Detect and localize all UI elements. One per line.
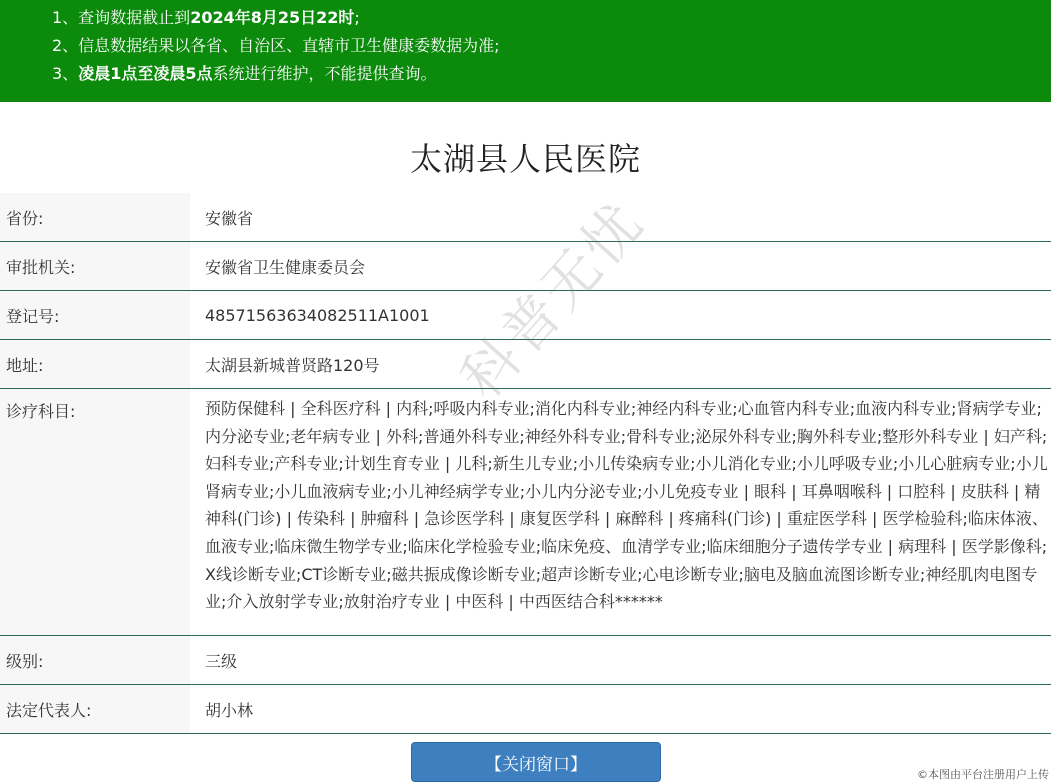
departments-text: 预防保健科 | 全科医疗科 | 内科;呼吸内科专业;消化内科专业;神经内科专业;心血管内科专业;血液内科专业;肾病学专业;内分泌专业;老年病专业 | 外科;普通外科专业;神经外科专业;骨科专业;泌尿外科专业;胸外科专业;整形外科专业 | 妇产科;妇科专业;产科专业;计划生育专业 | 儿科;新生儿专业;小儿传染病专业;小儿消化专业;小儿呼吸专业;小儿心脏病专业;小儿肾病专业;小儿血液病专业;小儿神经病学专业;小儿内分泌专业;小儿免疫专业 | 眼科 | 耳鼻咽喉科 | 口腔科 | 皮肤科 | 精神科(门诊) | 传染科 | 肿瘤科 | 急诊医学科 | 康复医学科 | 麻醉科 | 疼痛科(门诊) | 重症医学科 | 医学检验科;临床体液、血液专业;临床微生物学专业;临床化学检验专业;临床免疫、血清学专业;临床细胞分子遗传学专业 | 病理科 | 医学影像科;X线诊断专业;CT诊断专业;磁共振成像诊断专业;超声诊断专业;心电诊断专业;脑电及脑血流图诊断专业;神经肌肉电图专业;介入放射学专业;放射治疗专业 | 中医科 | 中西医结合科****** [205,399,1048,612]
row-value-legal-rep: 胡小林 [190,685,1051,734]
row-value-registration: 48571563634082511A1001 [190,291,1051,340]
row-label-address: 地址: [0,340,190,389]
notice-banner [0,0,1051,102]
row-value-authority: 安徽省卫生健康委员会 [190,242,1051,291]
row-label-authority: 审批机关: [0,242,190,291]
notice-line-3: 3、凌晨1点至凌晨5点系统进行维护，不能提供查询。 [52,64,437,83]
close-window-button[interactable]: 【关闭窗口】 [411,742,661,782]
row-label-legal-rep: 法定代表人: [0,685,190,734]
table-row [0,389,1051,636]
table-row [0,242,1051,291]
table-row [0,291,1051,340]
row-label-level: 级别: [0,636,190,685]
table-row [0,193,1051,242]
table-row [0,685,1051,734]
row-value-level: 三级 [190,636,1051,685]
notice-line-2: 2、信息数据结果以各省、自治区、直辖市卫生健康委数据为准; [52,36,500,55]
page-title: 太湖县人民医院 [409,140,641,178]
table-row [0,636,1051,685]
notice-line-1: 1、查询数据截止到2024年8月25日22时; [52,8,360,27]
row-label-registration: 登记号: [0,291,190,340]
hospital-info-table [0,193,1051,734]
row-value-address: 太湖县新城普贤路120号 [190,340,1051,389]
watermark: 科普无忧 [448,189,658,412]
table-row [0,340,1051,389]
row-value-province: 安徽省 [190,193,1051,242]
row-label-departments: 诊疗科目: [0,389,190,636]
row-label-province: 省份: [0,193,190,242]
upload-credit: ©本图由平台注册用户上传 [917,768,1049,781]
row-value-departments-cell [190,389,1051,636]
